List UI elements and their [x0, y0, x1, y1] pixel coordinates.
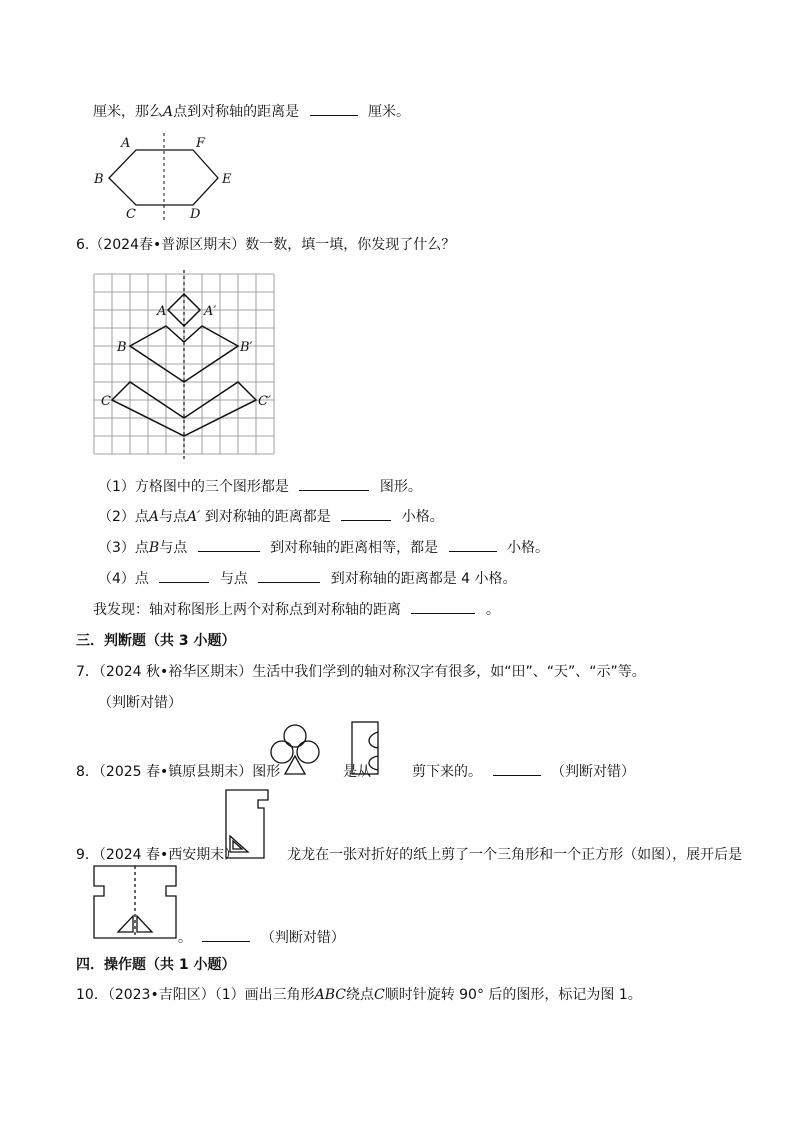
q9-tail: （判断对错）	[260, 930, 345, 946]
q8-pre: 8．（2025 春•镇原县期末）图形	[76, 764, 281, 780]
q6-sub3-mid2: 到对称轴的距离相等，都是	[270, 540, 439, 556]
q8-mid: 是从	[343, 764, 372, 780]
q9-tail-line	[178, 927, 345, 948]
q6-sub4-post: 到对称轴的距离都是 4 小格。	[330, 571, 517, 587]
q10-c: C	[373, 987, 385, 1003]
q6-sub1-blank[interactable]	[299, 476, 369, 491]
grid-label-C-prime: C′	[258, 394, 271, 409]
q6-sub3-blank-1[interactable]	[198, 537, 260, 552]
q6-sub1	[98, 476, 422, 497]
label-C: C	[126, 207, 136, 222]
q8-post: 剪下来的。	[412, 764, 483, 780]
unfolded-paper-icon	[94, 866, 176, 938]
q6-sub3	[98, 537, 549, 558]
q6-sub2-pre: （2）点	[98, 509, 149, 525]
q6-sub3-mid: 与点	[159, 540, 188, 556]
q10-pre: 10．（2023•吉阳区）（1）画出三角形	[76, 987, 315, 1003]
label-E: E	[222, 172, 232, 187]
shape-C	[112, 382, 256, 436]
label-F: F	[196, 136, 206, 151]
q6-sub4-mid: 与点	[219, 571, 248, 587]
label-A: A	[121, 136, 131, 151]
q10-abc: ABC	[314, 987, 346, 1003]
q6-sub4-blank-2[interactable]	[258, 568, 320, 583]
q6-sub3-blank-2[interactable]	[449, 537, 497, 552]
q6-sub2-A: A	[148, 509, 160, 525]
q6-sub2-A-prime: A′	[187, 509, 201, 525]
q6-discover-pre: 我发现：轴对称图形上两个对称点到对称轴的距离	[93, 602, 401, 618]
q6-sub2-post: 小格。	[401, 509, 444, 525]
q9-tail-pre: 。	[178, 930, 192, 946]
q8-answer-blank[interactable]	[493, 761, 541, 776]
q6-sub2-mid: 与点	[159, 509, 188, 525]
q6-sub1-pre: （1）方格图中的三个图形都是	[98, 479, 289, 495]
grid-label-C: C	[101, 394, 111, 409]
q5-point: A	[163, 104, 174, 120]
grid-label-B: B	[117, 340, 127, 355]
q6-discover-blank[interactable]	[411, 599, 475, 614]
q10-line	[76, 985, 642, 1005]
q5-text-a: 厘米，那么	[93, 104, 163, 120]
q6-discover-post: 。	[485, 602, 500, 618]
q9-answer-blank[interactable]	[202, 927, 250, 942]
grid-lines	[94, 274, 274, 454]
label-D: D	[190, 207, 201, 222]
q6-discover	[93, 599, 500, 620]
q10-post: 顺时针旋转 90° 后的图形，标记为图 1。	[384, 987, 642, 1003]
q8-tail: （判断对错）	[550, 764, 635, 780]
q6-sub4-blank-1[interactable]	[159, 568, 209, 583]
q10-mid: 绕点	[345, 987, 374, 1003]
grid-label-A: A	[157, 304, 167, 319]
hexagon-shape	[109, 150, 218, 205]
q7-line2: （判断对错）	[98, 695, 182, 711]
q7-line1: 7．（2024 秋•裕华区期末）生活中我们学到的轴对称汉字有很多，如“田”、“天”、“示”等。	[76, 664, 646, 680]
shape-B	[130, 326, 238, 382]
q6-sub4-pre: （4）点	[98, 571, 149, 587]
q8-line	[76, 761, 635, 782]
q6-sub3-post: 小格。	[507, 540, 550, 556]
q6-sub2-blank[interactable]	[341, 506, 391, 521]
grid-label-B-prime: B′	[240, 340, 253, 355]
q6-sub1-post: 图形。	[379, 479, 422, 495]
q9-text: 龙龙在一张对折好的纸上剪了一个三角形和一个正方形（如图），展开后是	[287, 847, 743, 863]
q5-answer-line	[93, 101, 410, 122]
q9-pre: 9．（2024 春•西安期末）	[76, 847, 239, 863]
q6-sub3-pre: （3）点	[98, 540, 149, 556]
section3-title: 三．判断题（共 3 小题）	[76, 633, 236, 649]
q6-sub3-B: B	[148, 540, 160, 556]
q6-sub2	[98, 506, 444, 527]
q6-sub2-mid2: 到对称轴的距离都是	[204, 509, 331, 525]
q6-sub4	[98, 568, 517, 589]
q5-answer-blank[interactable]	[310, 101, 358, 116]
section4-title: 四．操作题（共 1 小题）	[76, 957, 236, 973]
grid-label-A-prime: A′	[204, 304, 217, 319]
label-B: B	[94, 172, 104, 187]
q9-line	[76, 845, 742, 865]
q5-unit: 厘米。	[368, 104, 411, 120]
shape-A	[168, 294, 200, 326]
q6-header: 6.（2024春•普源区期末）数一数，填一填，你发现了什么？	[76, 237, 456, 253]
q5-text-b: 点到对称轴的距离是	[173, 104, 300, 120]
